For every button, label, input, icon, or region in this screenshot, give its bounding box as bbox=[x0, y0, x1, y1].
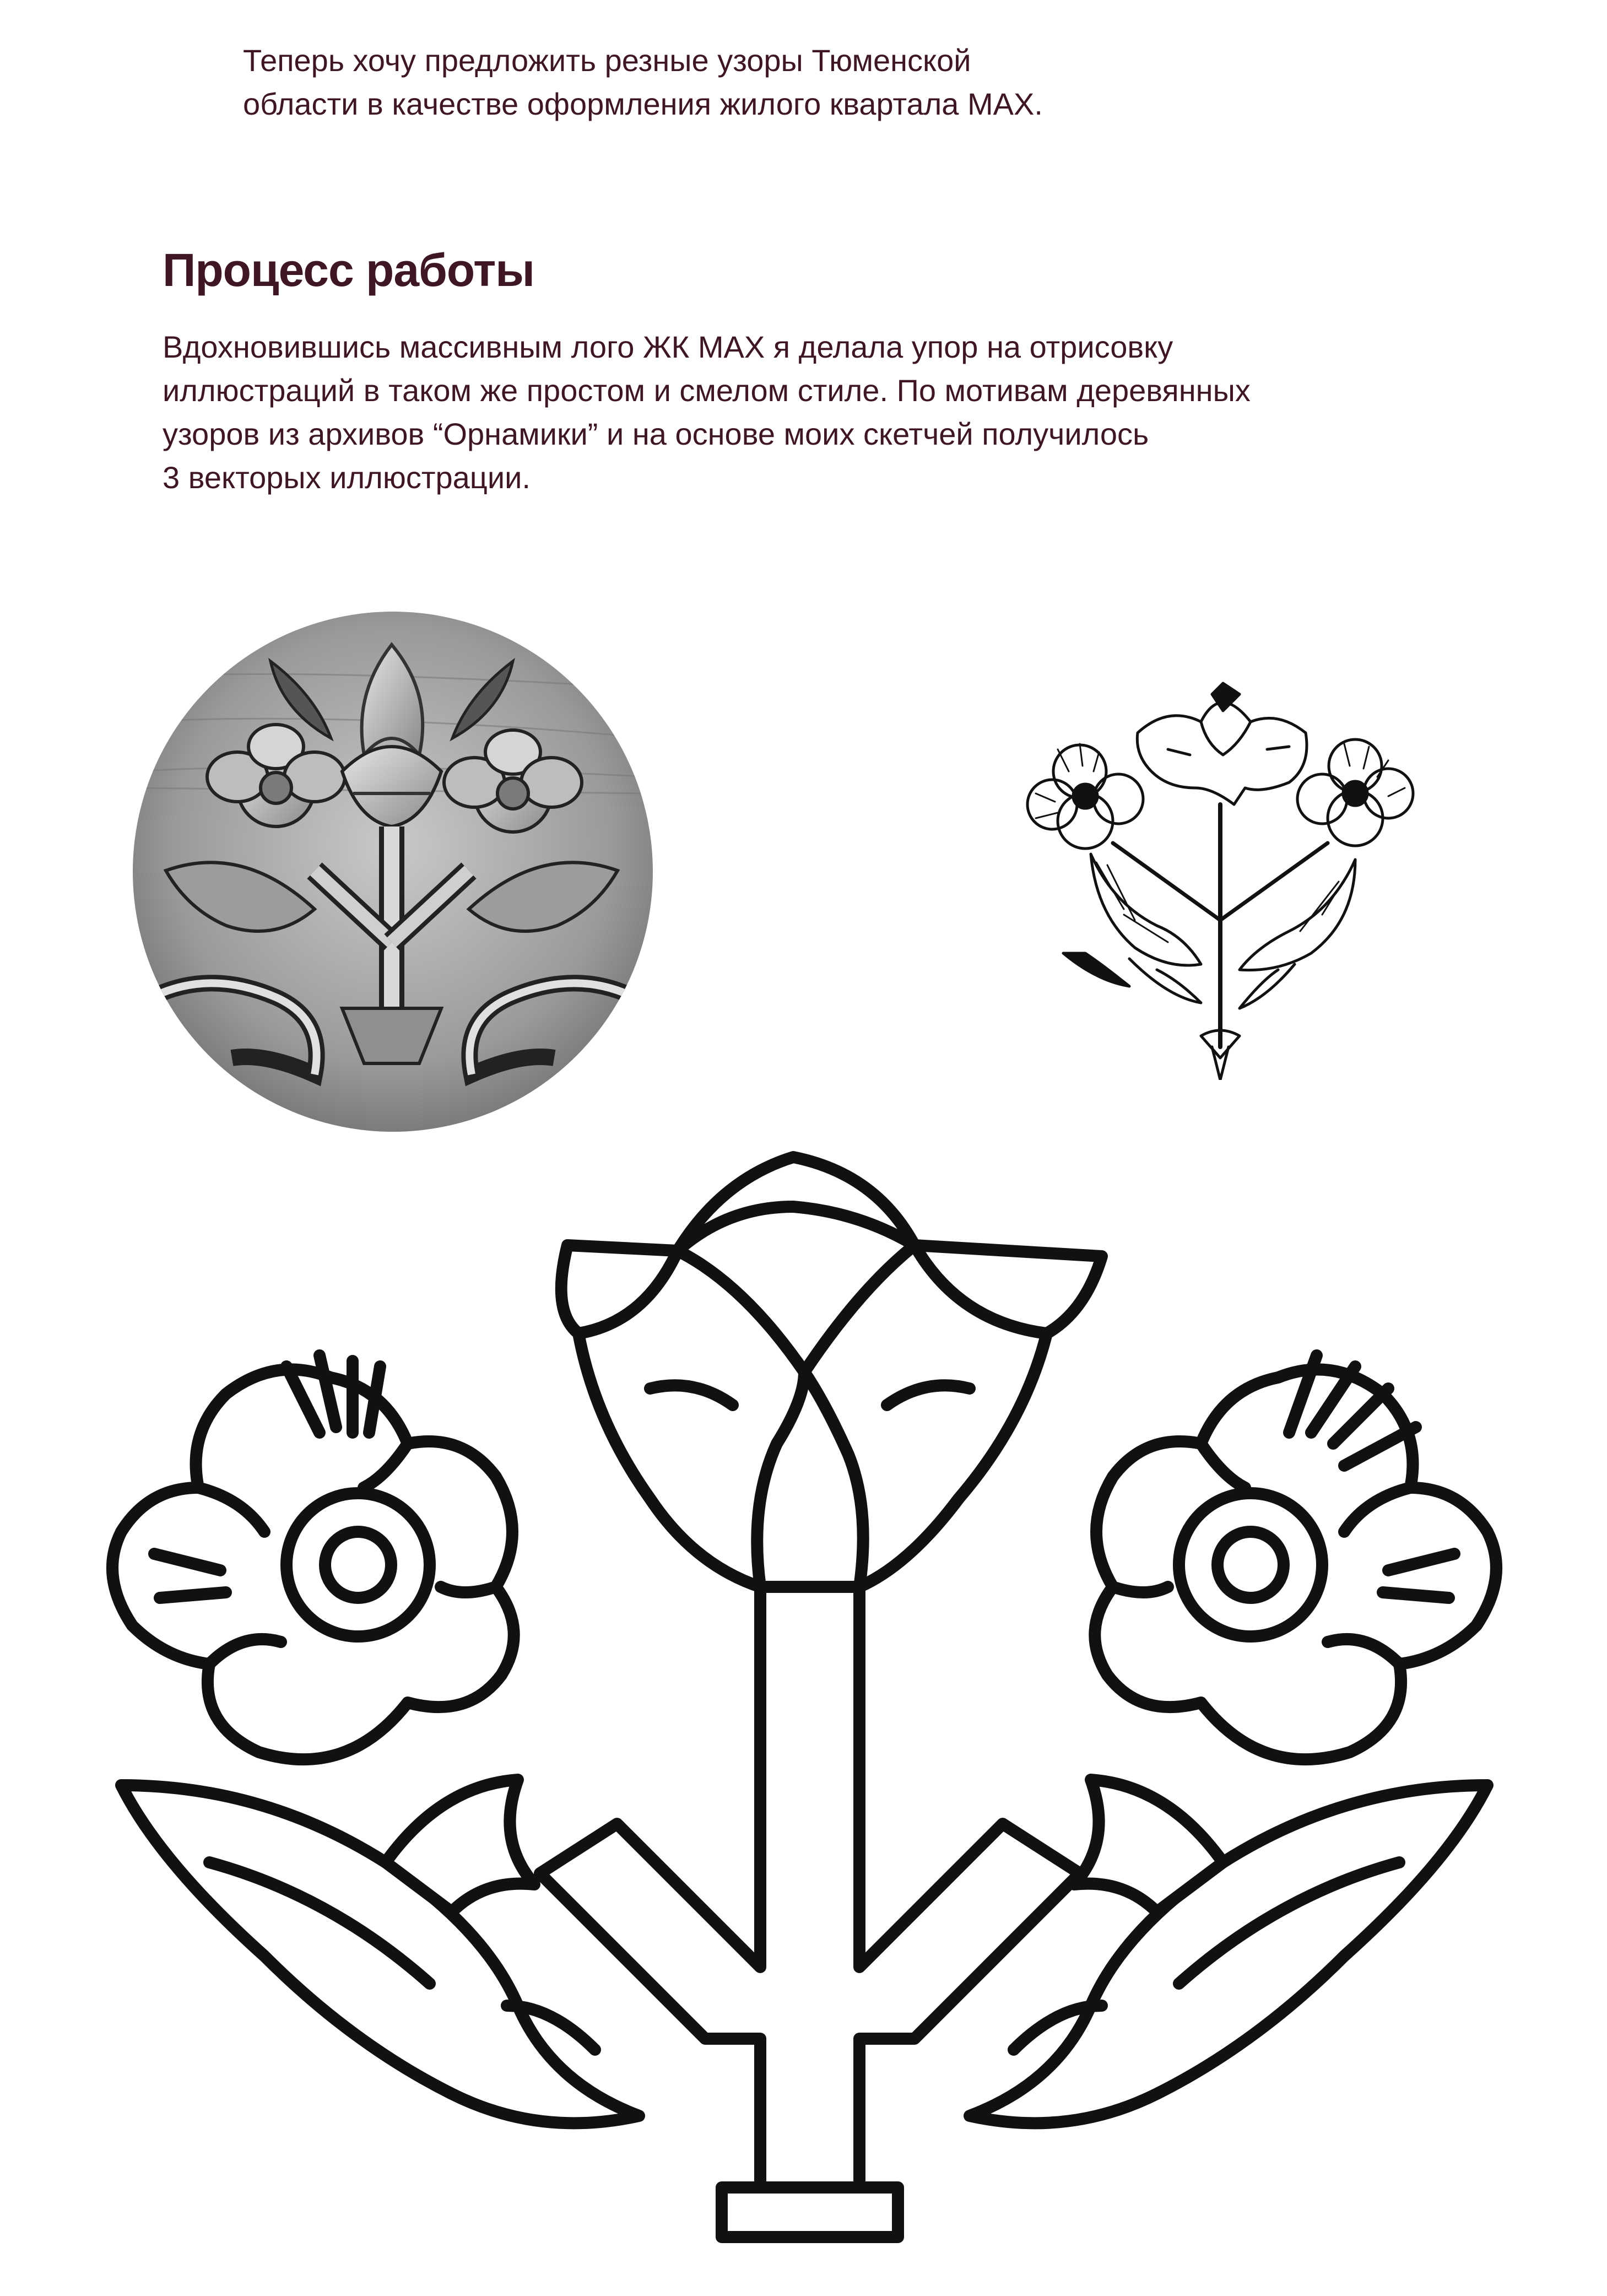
description-line: иллюстраций в таком же простом и смелом стиле. По мотивам деревянных bbox=[163, 373, 1251, 408]
intro-text bbox=[243, 39, 1455, 126]
process-description bbox=[163, 325, 1540, 499]
flower-vector-illustration bbox=[99, 1146, 1509, 2259]
carved-ornament-photo bbox=[133, 612, 653, 1132]
intro-line: Теперь хочу предложить резные узоры Тюменской bbox=[243, 43, 971, 78]
description-line: узоров из архивов “Орнамики” и на основе моих скетчей получилось bbox=[163, 417, 1149, 451]
section-title: Процесс работы bbox=[163, 244, 535, 296]
flower-sketch bbox=[1003, 672, 1438, 1080]
description-line: Вдохновившись массивным лого ЖК MAX я делала упор на отрисовку bbox=[163, 329, 1173, 364]
description-line: 3 векторых иллюстрации. bbox=[163, 460, 531, 495]
intro-line: области в качестве оформления жилого квартала MAX. bbox=[243, 87, 1043, 121]
